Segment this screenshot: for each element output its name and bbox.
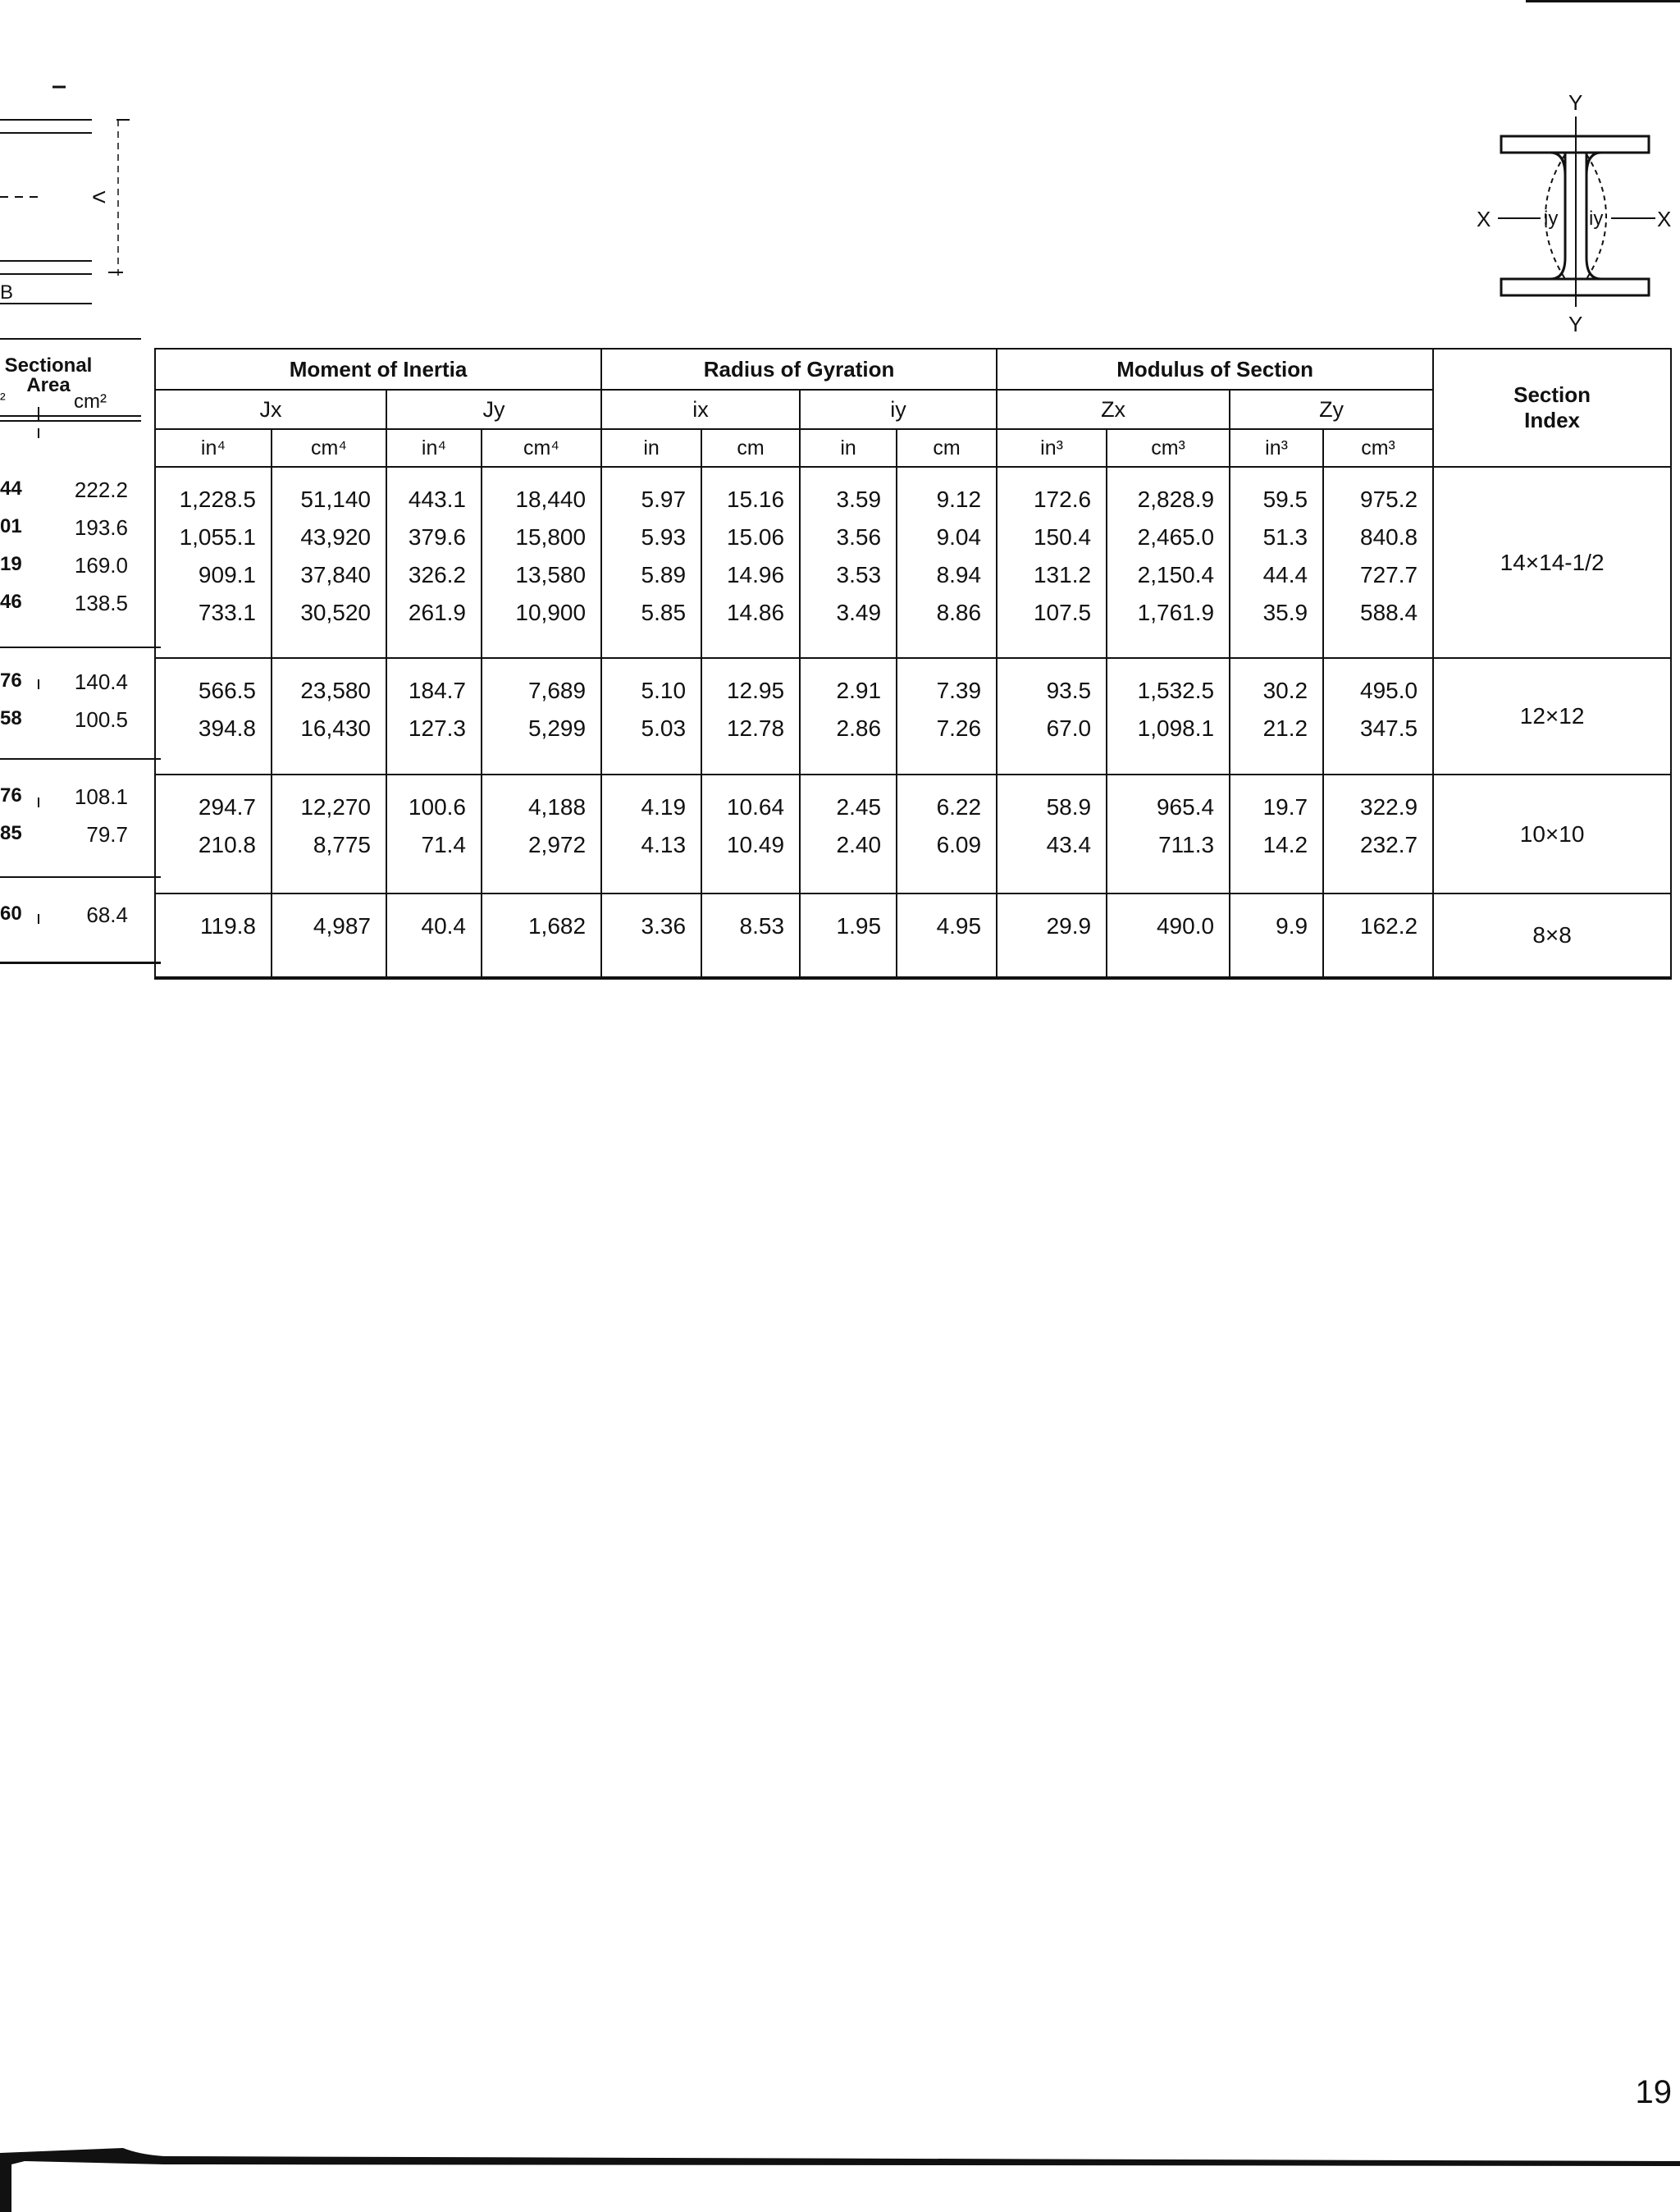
table-cell: 12.95 12.78 [701,658,800,775]
axis-x-left-label: X [1477,207,1491,231]
sectional-area-unit-right: cm² [74,391,107,413]
left-row-b: 140.4 [74,670,128,694]
table-cell: 1,682 [482,893,601,978]
table-cell: 490.0 [1107,893,1230,978]
section-properties-table [154,348,1672,980]
table-cell: 93.5 67.0 [997,658,1107,775]
page-number: 19 [1635,2074,1672,2110]
left-row-a: 46 [0,591,22,613]
table-row [155,893,1671,978]
unit-header: in⁴ [155,429,272,467]
table-cell: 322.9 232.7 [1323,775,1433,893]
table-cell: 4.95 [897,893,997,978]
zy-header: Zy [1230,390,1433,429]
unit-header: cm [701,429,800,467]
left-row-b: 100.5 [74,707,128,732]
table-cell: 172.6 150.4 131.2 107.5 [997,467,1107,658]
table-cell: 119.8 [155,893,272,978]
left-row-b: 138.5 [74,591,128,615]
sectional-area-unit-left: ² [0,391,6,409]
table-row [155,467,1671,658]
zx-header: Zx [997,390,1230,429]
left-row-a: 76 [0,670,22,692]
unit-header: cm⁴ [272,429,386,467]
left-row-a: 76 [0,784,22,807]
left-row-b: 193.6 [74,515,128,540]
table-row [155,775,1671,893]
moment-of-inertia-header: Moment of Inertia [155,349,601,390]
radius-of-gyration-header: Radius of Gyration [601,349,997,390]
table-cell: 23,580 16,430 [272,658,386,775]
iy-right-label: iy [1589,208,1604,230]
unit-header: in⁴ [386,429,482,467]
table-cell: 3.36 [601,893,701,978]
table-cell: 3.59 3.56 3.53 3.49 [800,467,897,658]
table-cell: 1.95 [800,893,897,978]
jx-header: Jx [155,390,386,429]
table-cell: 100.6 71.4 [386,775,482,893]
section-index-cell: 8×8 [1433,893,1671,978]
table-cell: 9.12 9.04 8.94 8.86 [897,467,997,658]
table-cell: 443.1 379.6 326.2 261.9 [386,467,482,658]
sectional-area-header [0,338,141,422]
sectional-area-title: Sectional Area [4,354,93,396]
table-cell: 58.9 43.4 [997,775,1107,893]
table-cell: 8.53 [701,893,800,978]
table-cell: 184.7 127.3 [386,658,482,775]
left-row-a: 44 [0,478,22,500]
table-cell: 7.39 7.26 [897,658,997,775]
modulus-of-section-header: Modulus of Section [997,349,1433,390]
top-right-rule [1526,0,1680,2]
table-cell: 2.45 2.40 [800,775,897,893]
table-cell: 975.2 840.8 727.7 588.4 [1323,467,1433,658]
table-cell: 10.64 10.49 [701,775,800,893]
unit-header: cm³ [1323,429,1433,467]
table-cell: 2.91 2.86 [800,658,897,775]
unit-header: in [800,429,897,467]
table-cell: 59.5 51.3 44.4 35.9 [1230,467,1323,658]
table-cell: 40.4 [386,893,482,978]
table-cell: 1,532.5 1,098.1 [1107,658,1230,775]
table-cell: 294.7 210.8 [155,775,272,893]
table-cell: 162.2 [1323,893,1433,978]
table-cell: 965.4 711.3 [1107,775,1230,893]
jy-header: Jy [386,390,601,429]
sketch-arrow: < [92,184,107,211]
table-cell: 4,987 [272,893,386,978]
left-row-b: 79.7 [86,822,128,847]
unit-header: in³ [1230,429,1323,467]
axis-x-right-label: X [1657,207,1672,231]
table-cell: 7,689 5,299 [482,658,601,775]
axis-y-top-label: Y [1568,90,1583,115]
left-section-sketch [0,74,148,312]
unit-header: cm⁴ [482,429,601,467]
unit-header: in³ [997,429,1107,467]
table-cell: 30.2 21.2 [1230,658,1323,775]
table-cell: 18,440 15,800 13,580 10,900 [482,467,601,658]
unit-header: cm [897,429,997,467]
bottom-scan-edge [0,2137,1680,2212]
table-cell: 15.16 15.06 14.96 14.86 [701,467,800,658]
left-row-a: 01 [0,515,22,537]
h-section-diagram [1468,85,1680,340]
table-cell: 19.7 14.2 [1230,775,1323,893]
table-cell: 566.5 394.8 [155,658,272,775]
table-cell: 12,270 8,775 [272,775,386,893]
left-row-a: 85 [0,822,22,844]
section-index-cell: 14×14-1/2 [1433,467,1671,658]
unit-header: cm³ [1107,429,1230,467]
table-cell: 5.97 5.93 5.89 5.85 [601,467,701,658]
table-cell: 51,140 43,920 37,840 30,520 [272,467,386,658]
table-cell: 9.9 [1230,893,1323,978]
left-row-b: 108.1 [74,784,128,809]
table-cell: 29.9 [997,893,1107,978]
iy-left-label: iy [1544,208,1559,230]
table-cell: 5.10 5.03 [601,658,701,775]
left-row-a: 58 [0,707,22,729]
table-cell: 495.0 347.5 [1323,658,1433,775]
unit-header: in [601,429,701,467]
left-row-a: 60 [0,903,22,925]
section-index-cell: 10×10 [1433,775,1671,893]
table-cell: 4,188 2,972 [482,775,601,893]
left-row-b: 169.0 [74,553,128,578]
section-index-header: Section Index [1433,349,1671,467]
left-row-b: 68.4 [86,903,128,927]
ix-header: ix [601,390,800,429]
table-cell: 2,828.9 2,465.0 2,150.4 1,761.9 [1107,467,1230,658]
left-row-a: 19 [0,553,22,575]
section-index-cell: 12×12 [1433,658,1671,775]
sketch-letter: B [0,281,14,304]
iy-header: iy [800,390,997,429]
axis-y-bottom-label: Y [1568,312,1583,336]
left-row-b: 222.2 [74,478,128,502]
table-cell: 6.22 6.09 [897,775,997,893]
table-cell: 4.19 4.13 [601,775,701,893]
table-row [155,658,1671,775]
table-cell: 1,228.5 1,055.1 909.1 733.1 [155,467,272,658]
